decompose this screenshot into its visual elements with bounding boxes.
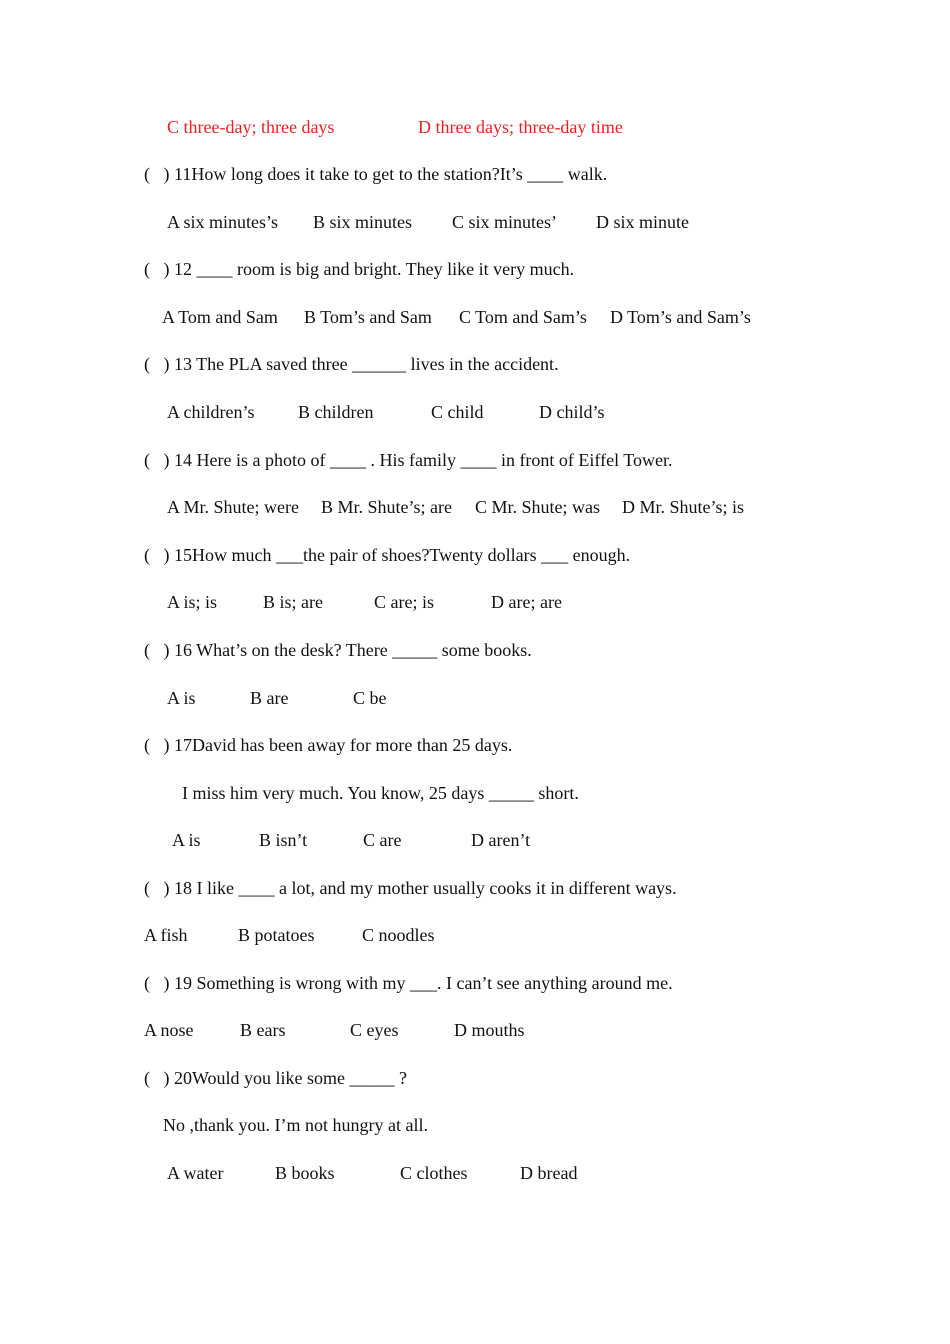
option-c: C are <box>363 830 402 850</box>
option-c: C Mr. Shute; was <box>475 497 601 517</box>
option-b: B Tom’s and Sam <box>304 307 432 327</box>
option-c: C child <box>431 402 484 422</box>
question-stem: ( ) 16 What’s on the desk? There _____ some books. <box>144 640 532 660</box>
option-c: C eyes <box>350 1020 399 1040</box>
option-d: D are; are <box>491 592 562 612</box>
question-stem: ( ) 15How much ___the pair of shoes?Twenty dollars ___ enough. <box>144 545 631 565</box>
option-a: A fish <box>144 925 188 945</box>
option-b: B six minutes <box>313 212 413 232</box>
option-b: B books <box>275 1163 335 1183</box>
question-stem: ( ) 12 ____ room is big and bright. They like it very much. <box>144 259 575 279</box>
option-c: C three-day; three days <box>167 117 335 137</box>
option-d: D six minute <box>596 212 689 232</box>
option-c: C Tom and Sam’s <box>459 307 587 327</box>
question-stem: ( ) 18 I like ____ a lot, and my mother usually cooks it in different ways. <box>144 878 677 898</box>
question-stem: ( ) 14 Here is a photo of ____ . His family ____ in front of Eiffel Tower. <box>144 450 673 470</box>
question-stem-line-2: No ,thank you. I’m not hungry at all. <box>163 1115 428 1135</box>
option-a: A nose <box>144 1020 194 1040</box>
option-b: B are <box>250 688 289 708</box>
option-a: A is <box>167 688 196 708</box>
option-a: A Mr. Shute; were <box>167 497 299 517</box>
question-stem: ( ) 17David has been away for more than 25 days. <box>144 735 513 755</box>
question-stem: ( ) 20Would you like some _____ ? <box>144 1068 408 1088</box>
option-a: A Tom and Sam <box>162 307 278 327</box>
option-c: C noodles <box>362 925 435 945</box>
option-d: D three days; three-day time <box>418 117 623 137</box>
option-b: B potatoes <box>238 925 315 945</box>
option-d: D Mr. Shute’s; is <box>622 497 745 517</box>
option-c: C are; is <box>374 592 434 612</box>
option-c: C be <box>353 688 387 708</box>
option-a: A is <box>172 830 201 850</box>
option-b: B Mr. Shute’s; are <box>321 497 452 517</box>
option-a: A water <box>167 1163 224 1183</box>
option-b: B is; are <box>263 592 323 612</box>
option-d: D mouths <box>454 1020 525 1040</box>
option-c: C clothes <box>400 1163 468 1183</box>
option-b: B ears <box>240 1020 286 1040</box>
option-a: A children’s <box>167 402 255 422</box>
question-stem: ( ) 19 Something is wrong with my ___. I can’t see anything around me. <box>144 973 673 993</box>
option-c: C six minutes’ <box>452 212 558 232</box>
option-d: D bread <box>520 1163 578 1183</box>
option-a: A is; is <box>167 592 218 612</box>
option-d: D child’s <box>539 402 605 422</box>
option-d: D aren’t <box>471 830 531 850</box>
option-b: B children <box>298 402 374 422</box>
option-a: A six minutes’s <box>167 212 279 232</box>
question-stem-line-2: I miss him very much. You know, 25 days _____ short. <box>182 783 579 803</box>
option-b: B isn’t <box>259 830 308 850</box>
question-stem: ( ) 13 The PLA saved three ______ lives in the accident. <box>144 354 559 374</box>
question-stem: ( ) 11How long does it take to get to the station?It’s ____ walk. <box>144 164 608 184</box>
option-d: D Tom’s and Sam’s <box>610 307 751 327</box>
